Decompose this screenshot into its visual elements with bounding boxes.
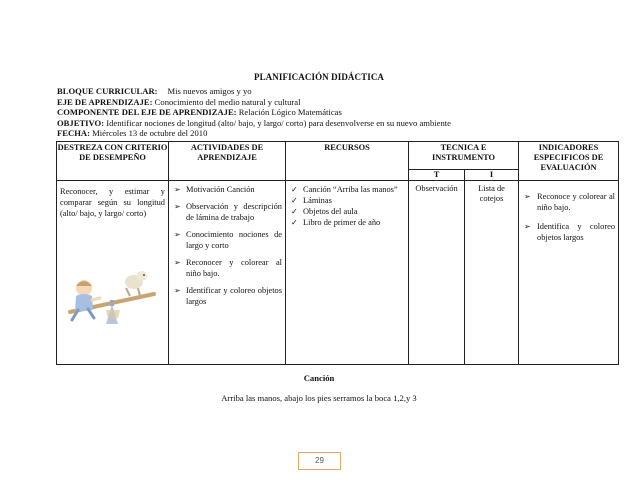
actividades-cell [169, 181, 286, 365]
fecha-row [57, 128, 617, 139]
bloque-label: BLOQUE CURRICULAR: [57, 86, 158, 96]
arrow-bullet-icon: ➢ [174, 230, 181, 239]
info-block [57, 86, 617, 139]
header-indicadores: INDICADORES ESPECIFICOS DE EVALUACIÓN [519, 142, 619, 181]
eje-label: EJE DE APRENDIZAJE: [57, 96, 153, 107]
header-recursos: RECURSOS [286, 142, 409, 181]
list-item: ➢ Conocimiento nociones de largo y corto [174, 230, 282, 250]
indicadores-cell [519, 181, 619, 365]
bloque-curricular-row [57, 86, 617, 97]
check-bullet-icon: ✓ [291, 185, 298, 194]
tecnica-cell: Observación [409, 181, 465, 365]
fecha-label: FECHA: [57, 128, 90, 139]
header-destreza: DESTREZA CON CRITERIO DE DESEMPEÑO [57, 142, 169, 181]
subheader-i: I [465, 170, 519, 181]
arrow-bullet-icon: ➢ [524, 222, 531, 231]
componente-value: Relación Lógico Matemáticas [238, 107, 342, 118]
destreza-text: Reconocer, y estimar y comparar según su longitud (alto/ bajo, y largo/ corto) [60, 187, 165, 218]
check-bullet-icon: ✓ [291, 196, 298, 205]
list-item: ➢ Identificar y coloreo objetos largos [174, 286, 282, 306]
list-item: ✓ Objetos del aula [291, 207, 358, 216]
objetivo-row [57, 118, 617, 129]
bloque-value: Mis nuevos amigos y yo [167, 86, 252, 96]
list-item: ➢ Observación y descripción de lámina de trabajo [174, 202, 282, 222]
recursos-list [286, 181, 408, 228]
header-actividades: ACTIVIDADES DE APRENDIZAJE [169, 142, 286, 181]
list-item: ✓ Libro de primer de año [291, 218, 381, 227]
document-title: PLANIFICACIÓN DIDÁCTICA [253, 72, 385, 82]
list-item: ➢ Reconocer y colorear al niño bajo. [174, 258, 282, 278]
arrow-bullet-icon: ➢ [174, 258, 181, 267]
indicadores-list [519, 181, 618, 243]
header-row [57, 142, 619, 170]
list-item: ➢ Motivación Canción [174, 185, 255, 194]
arrow-bullet-icon: ➢ [174, 202, 181, 211]
check-bullet-icon: ✓ [291, 207, 298, 216]
fecha-value: Miércoles 13 de octubre del 2010 [92, 128, 208, 139]
header-tecnica: TECNICA E INSTRUMENTO [409, 142, 519, 170]
componente-label: COMPONENTE DEL EJE DE APRENDIZAJE: [57, 107, 237, 118]
page-number: 29 [298, 452, 341, 470]
list-item: ➢ Identifica y coloreo objetos largos [524, 222, 616, 242]
list-item: ✓ Canción “Arriba las manos” [291, 185, 398, 194]
list-item: ✓ Láminas [291, 196, 332, 205]
arrow-bullet-icon: ➢ [174, 185, 181, 194]
cancion-text: Arriba las manos, abajo los pies serramos la boca 1,2,y 3 [221, 393, 417, 403]
eje-row [57, 97, 617, 108]
arrow-bullet-icon: ➢ [524, 192, 531, 201]
arrow-bullet-icon: ➢ [174, 286, 181, 295]
subheader-t: T [409, 170, 465, 181]
check-bullet-icon: ✓ [291, 218, 298, 227]
componente-row [57, 107, 617, 118]
cancion-title: Canción [303, 373, 335, 383]
objetivo-label: OBJETIVO: [57, 117, 105, 128]
seesaw-kids-illustration [66, 252, 158, 328]
actividades-list [169, 181, 285, 307]
eje-value: Conocimiento del medio natural y cultural [154, 96, 301, 107]
recursos-cell [286, 181, 409, 365]
list-item: ➢ Reconoce y colorear al niño bajo. [524, 192, 616, 212]
instrumento-cell: Lista de cotejos [465, 181, 519, 365]
objetivo-value: Identificar nociones de longitud (alto/ bajo, y largo/ corto) para desenvolverse en su nuevo ambiente [106, 117, 451, 128]
